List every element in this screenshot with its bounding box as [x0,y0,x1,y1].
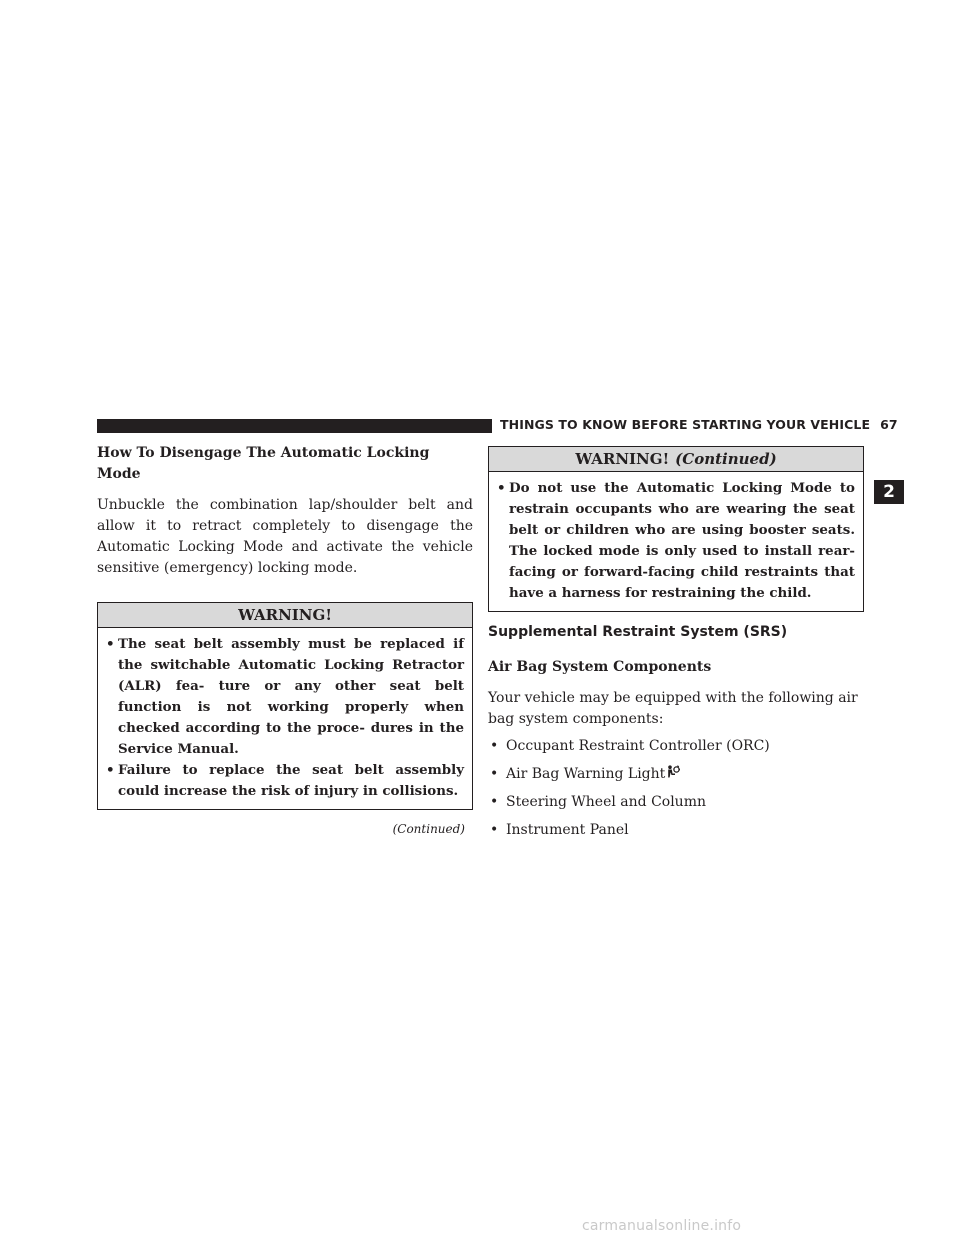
warning-list [98,628,472,809]
right-column [488,446,864,848]
list-item: • Air Bag Warning Light [488,764,864,785]
components-list [488,736,864,841]
bullet-icon: • [106,636,115,652]
warning-box-left [97,602,473,810]
section-title: THINGS TO KNOW BEFORE STARTING YOUR VEHICLE [500,417,871,432]
warning-title-text: WARNING! [238,606,332,624]
warning-title [98,603,472,628]
bullet-icon: • [106,762,115,778]
subheading-components: Air Bag System Components [488,659,712,675]
warning-title-text: WARNING! [575,450,670,468]
warning-item: • The seat belt assembly must be replaced if the switchable Automatic Locking Retractor (ALR) fea- ture or any other seat belt function is not working properly when checked according to the proce- dures in the Service Manual. [106,636,464,757]
bullet-icon: • [490,794,499,810]
airbag-warning-icon [666,765,680,779]
list-item: • Instrument Panel [488,820,864,841]
disengage-paragraph: Unbuckle the combination lap/shoulder belt and allow it to retract completely to disengage the Automatic Locking Mode and activate the vehicle sensitive (emergency) locking mode. [97,497,473,576]
bullet-icon: • [490,822,499,838]
bullet-icon: • [497,480,506,496]
warning-item: • Failure to replace the seat belt assembly could increase the risk of injury in collisions. [106,762,464,799]
header-bar [97,419,492,433]
list-item: • Occupant Restraint Controller (ORC) [488,736,864,757]
running-header [500,417,898,432]
warning-box-right [488,446,864,612]
page-number: 67 [880,417,898,432]
watermark: carmanualsonline.info [582,1218,742,1234]
warning-title [489,447,863,472]
chapter-tab: 2 [874,480,904,504]
bullet-icon: • [490,766,499,782]
left-column [97,443,473,836]
continued-note: (Continued) [392,822,465,836]
warning-list [489,472,863,611]
warning-item: • Do not use the Automatic Locking Mode to restrain occupants who are wearing the seat belt or children who are using booster seats. The locked mode is only used to install rear-facing or forward-facing child restraints that have a harness for restraining the child. [497,480,855,601]
warning-title-suffix: (Continued) [675,450,777,468]
list-item: • Steering Wheel and Column [488,792,864,813]
components-paragraph: Your vehicle may be equipped with the following air bag system components: [488,690,858,727]
section-heading-srs: Supplemental Restraint System (SRS) [488,624,788,640]
bullet-icon: • [490,738,499,754]
subheading-disengage: How To Disengage The Automatic Locking Mode [97,445,430,482]
